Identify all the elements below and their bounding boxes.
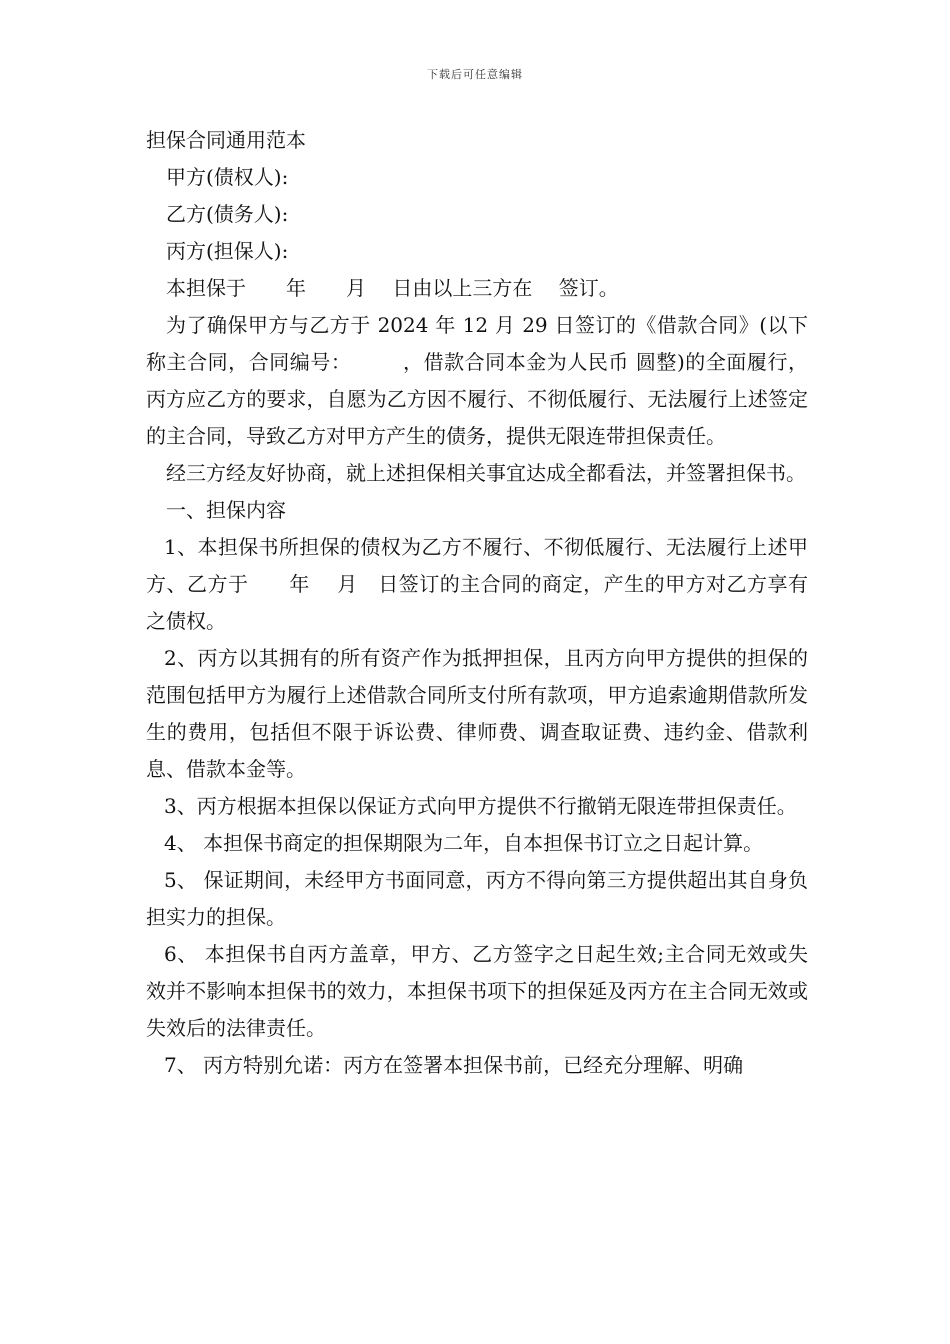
party-debtor: 乙方(债务人): — [166, 202, 289, 226]
paragraph-agreement: 经三方经友好协商，就上述担保相关事宜达成全都看法，并签署担保书。 — [166, 461, 806, 485]
clause-4: 4、 本担保书商定的担保期限为二年，自本担保书订立之日起计算。 — [164, 831, 764, 855]
paragraph-purpose: 为了确保甲方与乙方于 2024 年 12 月 29 日签订的《借款合同》(以下称主合同，合同编号： ，借款合同本金为人民币 圆整)的全面履行，丙方应乙方的要求，自愿为乙方因不履行、不彻低履行、无法履行上述签定的主合同，导致乙方对甲方产生的债务，提供无限连带担保责任。 — [146, 313, 808, 448]
section-heading-guarantee-content: 一、担保内容 — [166, 498, 286, 522]
clause-5: 5、 保证期间，未经甲方书面同意，丙方不得向第三方提供超出其自身负担实力的担保。 — [146, 868, 808, 929]
clause-2: 2、丙方以其拥有的所有资产作为抵押担保，且丙方向甲方提供的担保的范围包括甲方为履行上述借款合同所支付所有款项，甲方追索逾期借款所发生的费用，包括但不限于诉讼费、律师费、调查取证费、违约金、借款利息、借款本金等。 — [146, 646, 808, 781]
clause-7: 7、 丙方特别允诺：丙方在签署本担保书前，已经充分理解、明确 — [164, 1053, 744, 1077]
header-note: 下载后可任意编辑 — [427, 68, 523, 81]
document-body — [146, 122, 808, 1084]
clause-1: 1、本担保书所担保的债权为乙方不履行、不彻低履行、无法履行上述甲方、乙方于 年 月 日签订的主合同的商定，产生的甲方对乙方享有之债权。 — [146, 535, 808, 633]
clause-6: 6、 本担保书自丙方盖章，甲方、乙方签字之日起生效;主合同无效或失效并不影响本担保书的效力，本担保书项下的担保延及丙方在主合同无效或失效后的法律责任。 — [146, 942, 808, 1040]
paragraph-signing-date: 本担保于 年 月 日由以上三方在 签订。 — [166, 276, 619, 300]
document-title: 担保合同通用范本 — [146, 128, 306, 152]
party-creditor: 甲方(债权人): — [166, 165, 289, 189]
clause-3: 3、丙方根据本担保以保证方式向甲方提供不行撤销无限连带担保责任。 — [164, 794, 797, 818]
party-guarantor: 丙方(担保人): — [166, 239, 289, 263]
